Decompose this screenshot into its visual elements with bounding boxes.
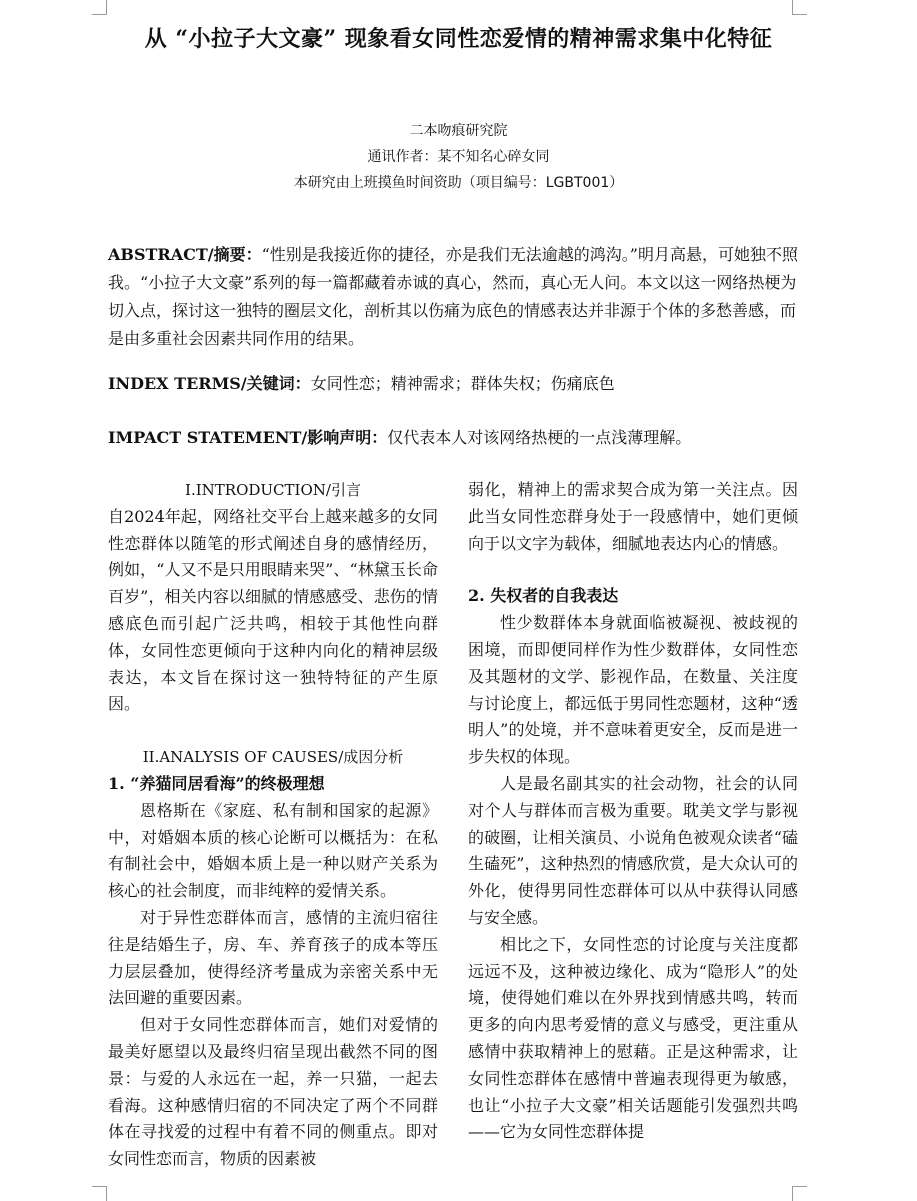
author-line: 通讯作者：某不知名心碎女同	[367, 149, 550, 165]
impact-label: IMPACT STATEMENT/影响声明：	[108, 428, 388, 447]
analysis-paragraph-6: 人是最名副其实的社会动物，社会的认同对个人与群体而言极为重要。耽美文学与影视的破圈，让相关演员、小说角色被观众读者“磕生磕死”，这种热烈的情感欣赏，是大众认可的外化，使得男同性恋群体可以从中获得认同感与安全感。	[468, 773, 798, 927]
index-terms-text: 女同性恋；精神需求；群体失权；伤痛底色	[310, 374, 615, 393]
section-gap	[468, 557, 798, 583]
funding-line: 本研究由上班摸鱼时间资助（项目编号：LGBT001）	[293, 175, 624, 191]
analysis-paragraph-1: 恩格斯在《家庭、私有制和国家的起源》中，对婚姻本质的核心论断可以概括为：在私有制社会中，婚姻本质上是一种以财产关系为核心的社会制度，而非纯粹的爱情关系。	[108, 800, 438, 901]
abstract-label: ABSTRACT/摘要：	[108, 245, 262, 264]
intro-heading: I.INTRODUCTION/引言	[185, 481, 361, 499]
crop-mark-top-left	[92, 0, 107, 15]
analysis-paragraph-3: 但对于女同性恋群体而言，她们对爱情的最美好愿望以及最终归宿呈现出截然不同的图景：与爱的人永远在一起，养一只猫，一起去看海。这种感情归宿的不同决定了两个不同群体在寻找爱的过程中有着不同的侧重点。即对女同性恋而言，物质的因素被	[108, 1015, 438, 1169]
crop-mark-top-right	[792, 0, 807, 15]
analysis-paragraph-2: 对于异性恋群体而言，感情的主流归宿往往是结婚生子，房、车、养育孩子的成本等压力层层叠加，使得经济考量成为亲密关系中无法回避的重要因素。	[108, 907, 438, 1008]
analysis-heading: II.ANALYSIS OF CAUSES/成因分析	[142, 748, 404, 767]
analysis-paragraph-7: 相比之下，女同性恋的讨论度与关注度都远远不及，这种被边缘化、成为“隐形人”的处境，使得她们难以在外界找到情感共鸣，转而更多的向内思考爱情的意义与感受，更注重从感情中获取精神上的慰藉。正是这种需求，让女同性恋群体在感情中普遍表现得更为敏感，也让“小拉子大文豪”相关话题能引发强烈共鸣——它为女同性恋群体提	[468, 934, 798, 1142]
index-terms-block	[108, 370, 808, 398]
paper-title: 从 “小拉子大文豪” 现象看女同性恋爱情的精神需求集中化特征	[144, 26, 773, 52]
left-column	[108, 477, 438, 1173]
intro-paragraph: 自2024年起，网络社交平台上越来越多的女同性恋群体以随笔的形式阐述自身的感情经历，例如，“人又不是只用眼睛来哭”、“林黛玉长命百岁”，相关内容以细腻的情感感受、悲伤的情感底色而引起广泛共鸣，相较于其他性向群体，女同性恋更倾向于这种内向化的精神层级表达，本文旨在探讨这一独特特征的产生原因。	[108, 506, 438, 714]
analysis-paragraph-4: 弱化，精神上的需求契合成为第一关注点。因此当女同性恋群身处于一段感情中，她们更倾向于以文字为载体，细腻地表达内心的情感。	[468, 480, 798, 553]
subsection-2-heading: 2. 失权者的自我表达	[468, 586, 619, 606]
right-column	[468, 477, 798, 1146]
impact-text: 仅代表本人对该网络热梗的一点浅薄理解。	[387, 428, 692, 447]
subsection-1-heading: 1. “养猫同居看海”的终极理想	[108, 773, 325, 793]
crop-mark-bottom-left	[92, 1186, 107, 1201]
index-terms-label: INDEX TERMS/关键词：	[108, 374, 311, 393]
impact-block	[108, 424, 808, 452]
crop-mark-bottom-right	[792, 1186, 807, 1201]
abstract-text: “性别是我接近你的捷径，亦是我们无法逾越的鸿沟。”明月高悬，可她独不照我。“小拉子大文豪”系列的每一篇都藏着赤诚的真心，然而，真心无人问。本文以这一网络热梗为切入点，探讨这一独特的圈层文化，剖析其以伤痛为底色的情感表达并非源于个体的多愁善感，而是由多重社会因素共同作用的结果。	[108, 245, 798, 348]
institute-line: 二本吻痕研究院	[409, 123, 508, 139]
abstract-block	[108, 241, 808, 353]
analysis-paragraph-5: 性少数群体本身就面临被凝视、被歧视的困境，而即便同样作为性少数群体，女同性恋及其题材的文学、影视作品，在数量、关注度与讨论度上，都远低于男同性恋题材，这种“透明人”的处境，并不意味着更安全，反而是进一步失权的体现。	[468, 613, 798, 767]
section-gap	[108, 718, 438, 744]
